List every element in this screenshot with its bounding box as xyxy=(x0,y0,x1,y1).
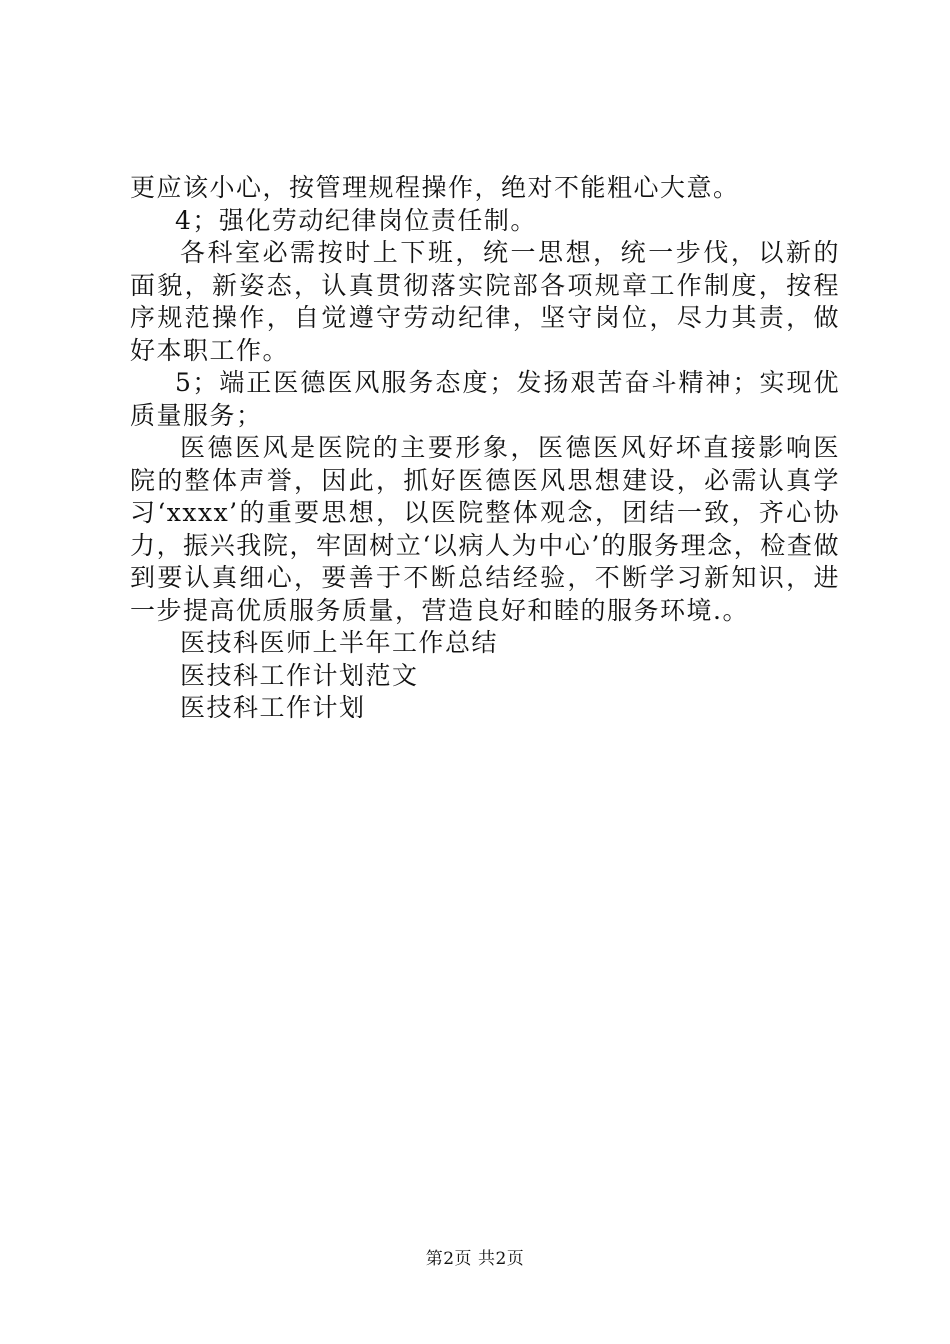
section-heading: 4；强化劳动纪律岗位责任制。 xyxy=(175,205,537,235)
related-article-link[interactable]: 医技科医师上半年工作总结 xyxy=(180,628,499,657)
related-article-link[interactable]: 医技科工作计划范文 xyxy=(180,660,419,690)
related-article-link[interactable]: 医技科工作计划 xyxy=(180,693,366,722)
section-heading: 5；端正医德医风服务态度；发扬艰苦奋斗精神；实现优质量服务； xyxy=(130,368,840,430)
body-paragraph: 医德医风是医院的主要形象，医德医风好坏直接影响医院的整体声誉，因此，抓好医德医风思想建设，必需认真学习‘xxxx’的重要思想，以医院整体观念，团结一致，齐心协力，振兴我院，牢固树立‘以病人为中心’的服务理念，检查做到要认真细心，要善于不断总结经验，不断学习新知识，进一步提高优质服务质量，营造良好和睦的服务环境.。 xyxy=(130,433,840,625)
document-body xyxy=(130,172,840,725)
page-number-footer: 第2页 共2页 xyxy=(425,1249,525,1269)
body-paragraph: 更应该小心，按管理规程操作，绝对不能粗心大意。 xyxy=(130,173,740,202)
body-paragraph: 各科室必需按时上下班，统一思想，统一步伐，以新的面貌，新姿态，认真贯彻落实院部各项规章工作制度，按程序规范操作，自觉遵守劳动纪律，坚守岗位，尽力其责，做好本职工作。 xyxy=(130,238,840,365)
